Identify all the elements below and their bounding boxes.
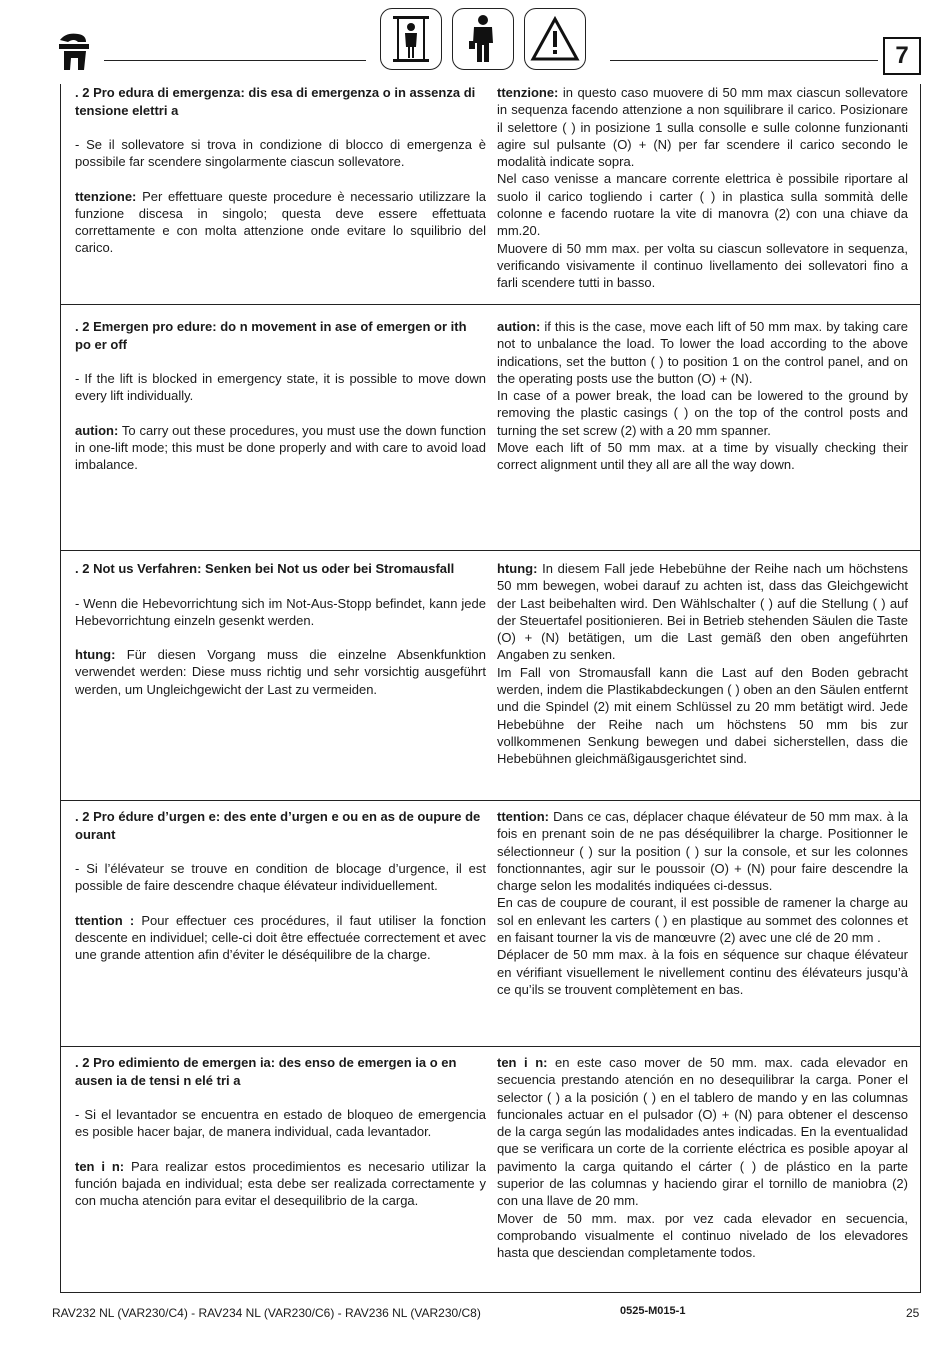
note-text: Für diesen Vorgang muss die einzelne Absenkfunktion verwendet werden: Diese muss richtig und sehr vorsichtig ausgeführt werden, um Ungleichgewicht der Last zu vermeiden. — [75, 647, 486, 697]
caution-paragraph — [497, 318, 908, 387]
warning-triangle-icon — [524, 8, 586, 70]
note-label: ttenzione: — [497, 85, 559, 100]
caution-note — [75, 646, 486, 698]
body-paragraph: - If the lift is blocked in emergency state, it is possible to move down every lift individually. — [75, 371, 486, 404]
section-divider — [61, 800, 920, 801]
note-text: in questo caso muovere di 50 mm max ciascun sollevatore in sequenza facendo attenzione a non squilibrare il carico. Posizionare il selettore ( ) in posizione 1 sulla consolle e sulle colonne funzionanti agire sul pulsante (O) + (N) per far scendere il carico secondo le modalità indicate sopra. — [497, 85, 908, 170]
section-title: . 2 Pro edimiento de emergen ia: des enso de emergen ia o en ausen ia de tensi n elé tri a — [75, 1055, 457, 1088]
right-column — [497, 560, 908, 768]
note-label: ttenzione: — [75, 188, 137, 204]
right-column — [497, 808, 908, 998]
note-text: if this is the case, move each lift of 50 mm max. by taking care not to unbalance the load. To lower the load according to the above indications, set the button ( ) to position 1 on the control panel, and on the operating posts use the button (O) + (N). — [497, 319, 908, 386]
footer-page-number: 25 — [906, 1306, 920, 1320]
section-title: . 2 Emergen pro edure: do n movement in ase of emergen or ith po er off — [75, 319, 467, 352]
body-paragraph: In case of a power break, the load can be lowered to the ground by removing the plastic casings ( ) on the top of the control posts and turning the set screw (2) with a 20 mm spanner. — [497, 388, 908, 438]
section-divider — [61, 1046, 920, 1047]
body-paragraph: - Se il sollevatore si trova in condizione di blocco di emergenza è possibile far scendere singolarmente ciascun sollevatore. — [75, 137, 486, 170]
note-label: htung: — [75, 647, 116, 663]
body-paragraph: Move each lift of 50 mm max. at a time by visually checking their correct alignment until they all are all the way down. — [497, 440, 908, 473]
note-text: In diesem Fall jede Hebebühne der Reihe nach um höchstens 50 mm bewegen, wobei darauf zu achten ist, dass das Gleichgewicht der Last beibehalten wird. Den Wählschalter ( ) auf die Stellung ( ) auf der Steuertafel positionieren. Bei in Betrieb stehenden Säulen die Taste (O) + (N) betätigen, um die Last gemäß den oben angeführten Angaben zu senken. — [497, 561, 908, 663]
note-label: ttention: — [497, 809, 549, 824]
caution-note — [75, 912, 486, 964]
header-icons — [380, 8, 586, 70]
caution-paragraph — [497, 808, 908, 894]
section-title: . 2 Pro edura di emergenza: dis esa di emergenza o in assenza di tensione elettri a — [75, 85, 476, 118]
header-rule-right — [610, 60, 878, 61]
note-label: ten i n: — [497, 1055, 548, 1070]
body-paragraph: Nel caso venisse a mancare corrente elettrica è possibile riportare al suolo il carico togliendo i carter ( ) in plastica sulla sommità delle colonne e facendo ruotare la vite di manovra (2) con una chiave da mm.20. — [497, 171, 908, 239]
caution-note — [75, 1158, 486, 1210]
caution-paragraph — [497, 84, 908, 170]
header-rule-left — [104, 60, 366, 61]
note-text: en este caso mover de 50 mm. max. cada elevador en secuencia prestando atención en no desequilibrar la carga. Poner el selector ( ) a la posición ( ) en el tablero de mando y en las columnas funcionales actuar en el pulsador (O) + (N) para obtener el descenso de la carga según las modalidades antes indicadas. En la eventualidad que se verificara un corte de la corriente eléctrica es posible apoyar al pavimento la carga quitando el cárter ( ) de plástico en la parte superior de las columnas y haciendo girar el tornillo de maniobra (2) con una llave de 20 mm. — [497, 1055, 909, 1209]
section-divider — [61, 304, 920, 305]
body-paragraph: Im Fall von Stromausfall kann die Last auf den Boden gebracht werden, indem die Plastikabdeckungen ( ) oben an den Säulen entfernt und die Spindel (2) mit einem Schlüssel zu 20 mm betätigt wird. Jede Hebebühne der Reihe nach um höchstens 50 mm bis zur vollkommenen Senkung bewegen und dabei sicherstellen, dass die Hebebühnen gleichmäßigausgerichtet sind. — [497, 664, 908, 767]
standing-person-icon — [452, 8, 514, 70]
operator-with-lift-icon — [380, 8, 442, 70]
note-text: To carry out these procedures, you must use the down function in one-lift mode; this must be done properly and with care to avoid load imbalance. — [75, 422, 486, 473]
caution-paragraph — [497, 560, 908, 664]
note-text: Per effettuare queste procedure è necessario utilizzare la funzione discesa in singolo; questa deve essere effettuata correttamente e con molta attenzione onde evitare lo squilibrio del carico. — [75, 188, 486, 256]
section-title: . 2 Pro édure d’urgen e: des ente d’urgen e ou en as de oupure de ourant — [75, 809, 481, 842]
note-label: htung: — [497, 561, 538, 576]
content-frame — [60, 84, 921, 1293]
note-text: Para realizar estos procedimientos es necesario utilizar la función bajada en individual; esta debe ser realizada correctamente y con mucha atención para evitar el desequilibrio de la carga. — [75, 1158, 486, 1209]
section-divider — [61, 550, 920, 551]
right-column — [497, 84, 908, 292]
note-text: Pour effectuer ces procédures, il faut utiliser la fonction descente en individuel; celle-ci doit être effectuée correctement et avec une grande attention afin d’éviter le déséquilibre de la charge. — [75, 912, 487, 963]
left-column — [75, 1054, 486, 1209]
caution-note — [75, 422, 486, 474]
right-column — [497, 318, 908, 474]
body-paragraph: Déplacer de 50 mm max. à la fois en séquence sur chaque élévateur en vérifiant visuellement le nivellement continu des élévateurs jusqu’à ce qu’ils se trouvent complètement en bas. — [497, 947, 908, 997]
left-column — [75, 318, 486, 473]
body-paragraph: - Si l’élévateur se trouve en condition de blocage d’urgence, il est possible de faire descendre chaque élévateur individuellement. — [75, 861, 486, 894]
right-column — [497, 1054, 908, 1262]
body-paragraph: En cas de coupure de courant, il est possible de ramener la charge au sol en enlevant les carters ( ) en plastique au sommet des colonnes et en faisant tourner la vis de manœuvre (2) avec une clé de 20 mm . — [497, 895, 908, 946]
section-title: . 2 Not us Verfahren: Senken bei Not us oder bei Stromausfall — [75, 561, 455, 576]
body-paragraph: Muovere di 50 mm max. per volta su ciascun sollevatore in sequenza, verificando visivamente il continuo livellamento dei sollevatori fino a farli scendere tutti in basso. — [497, 240, 908, 291]
left-column — [75, 808, 486, 963]
body-paragraph: Mover de 50 mm. max. por vez cada elevador en secuencia, comprobando visualmente el continuo nivelado de los elevadores hasta que desciendan completamente todos. — [497, 1210, 908, 1261]
left-column — [75, 84, 486, 257]
note-label: aution: — [75, 422, 119, 438]
note-label: aution: — [497, 319, 541, 334]
chapter-number-box: 7 — [883, 37, 921, 75]
note-label: ttention : — [75, 912, 135, 928]
footer-doc-code: 0525-M015-1 — [620, 1305, 686, 1317]
body-paragraph: - Wenn die Hebevorrichtung sich im Not-Aus-Stopp befindet, kann jede Hebevorrichtung einzeln gesenkt werden. — [75, 595, 486, 628]
footer-models: RAV232 NL (VAR230/C4) - RAV234 NL (VAR230/C6) - RAV236 NL (VAR230/C8) — [52, 1306, 481, 1320]
caution-paragraph — [497, 1054, 908, 1210]
lift-brand-logo-icon — [56, 30, 96, 74]
left-column — [75, 560, 486, 698]
body-paragraph: - Si el levantador se encuentra en estado de bloqueo de emergencia es posible hacer bajar, de manera individual, cada levantador. — [75, 1107, 486, 1140]
note-label: ten i n: — [75, 1158, 125, 1174]
note-text: Dans ce cas, déplacer chaque élévateur de 50 mm max. à la fois en prenant soin de ne pas déséquilibrer la charge. Positionner le sélectionneur ( ) sur la position ( ) sur la console, et sur les colonnes fonctionnantes, agir sur le poussoir (O) + (N) pour faire descendre la charge selon les modalités indiquées ci-dessus. — [497, 809, 908, 894]
caution-note — [75, 188, 486, 257]
